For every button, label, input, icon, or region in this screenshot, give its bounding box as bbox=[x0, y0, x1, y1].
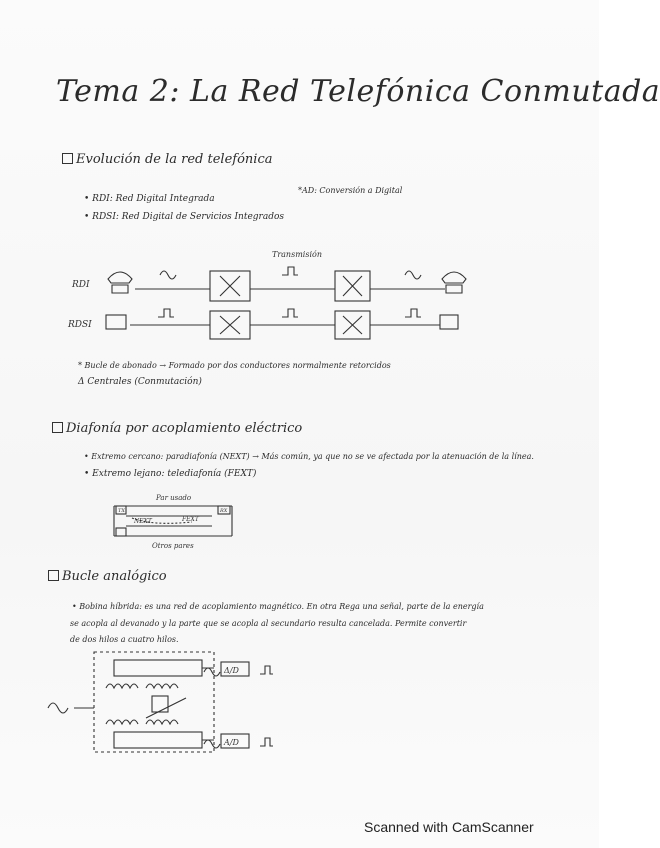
scanner-watermark: Scanned with CamScanner bbox=[364, 819, 534, 835]
hybrid-coil-diagram bbox=[46, 648, 296, 758]
page-title: Tema 2: La Red Telefónica Conmutada bbox=[56, 74, 660, 109]
transmission-label: Transmisión bbox=[272, 250, 322, 259]
section-heading-text: Evolución de la red telefónica bbox=[76, 152, 273, 167]
digital-phone-icon-right bbox=[440, 315, 458, 329]
digital-pulse bbox=[282, 267, 298, 275]
label-otros-pares: Otros pares bbox=[152, 542, 194, 550]
label-rx: RX bbox=[220, 508, 228, 514]
network-diagram bbox=[60, 245, 550, 345]
list-item: • RDI: Red Digital Integrada bbox=[84, 194, 215, 204]
telephone-icon-right bbox=[442, 272, 466, 293]
digital-pulse bbox=[282, 309, 298, 317]
section-heading-evolucion bbox=[62, 152, 272, 167]
coil bbox=[106, 684, 178, 688]
digital-pulse bbox=[260, 666, 273, 674]
section-heading-text: Diafonía por acoplamiento eléctrico bbox=[66, 421, 303, 436]
section-heading-text: Bucle analógico bbox=[62, 569, 167, 584]
digital-pulse bbox=[158, 309, 174, 317]
row-label-rdsi: RDSI bbox=[68, 320, 92, 330]
checkbox-icon bbox=[62, 153, 73, 164]
analog-wave bbox=[160, 271, 176, 279]
ad-note: *AD: Conversión a Digital bbox=[298, 186, 403, 195]
converter-label: Δ/D bbox=[224, 666, 239, 675]
converter-label: A/D bbox=[224, 738, 239, 747]
label-next: NEXT bbox=[134, 518, 152, 525]
section-heading-bucle bbox=[48, 569, 167, 584]
label-tx: TX bbox=[118, 508, 125, 514]
paragraph-line: de dos hilos a cuatro hilos. bbox=[70, 635, 179, 644]
coil bbox=[106, 720, 178, 724]
checkbox-icon bbox=[52, 422, 63, 433]
label-fext: FEXT bbox=[182, 516, 199, 523]
paragraph-line: se acopla al devanado y la parte que se acopla al secundario resulta cancelada. Permite convertir bbox=[70, 619, 467, 628]
section-heading-diafonia bbox=[52, 421, 302, 436]
label-par-usado: Par usado bbox=[156, 494, 192, 502]
digital-pulse bbox=[405, 309, 421, 317]
crosstalk-diagram bbox=[112, 490, 242, 550]
checkbox-icon bbox=[48, 570, 59, 581]
list-item: • Extremo lejano: telediafonía (FEXT) bbox=[84, 469, 257, 479]
telephone-icon-left bbox=[108, 272, 132, 293]
note: Δ Centrales (Conmutación) bbox=[78, 377, 202, 387]
analog-wave bbox=[204, 740, 220, 748]
paragraph-line: • Bobina híbrida: es una red de acoplamiento magnético. En otra Rega una señal, parte de la energía bbox=[72, 602, 484, 611]
row-label-rdi: RDI bbox=[72, 280, 90, 290]
digital-phone-icon-left bbox=[106, 315, 126, 329]
list-item: • RDSI: Red Digital de Servicios Integrados bbox=[84, 212, 284, 222]
list-item: • Extremo cercano: paradiafonía (NEXT) → Más común, ya que no se ve afectada por la atenuación de la línea. bbox=[84, 452, 534, 461]
note: * Bucle de abonado → Formado por dos conductores normalmente retorcidos bbox=[78, 361, 391, 370]
analog-wave bbox=[48, 703, 68, 713]
digital-pulse bbox=[260, 738, 273, 746]
analog-wave bbox=[405, 271, 421, 279]
analog-wave bbox=[204, 668, 220, 676]
